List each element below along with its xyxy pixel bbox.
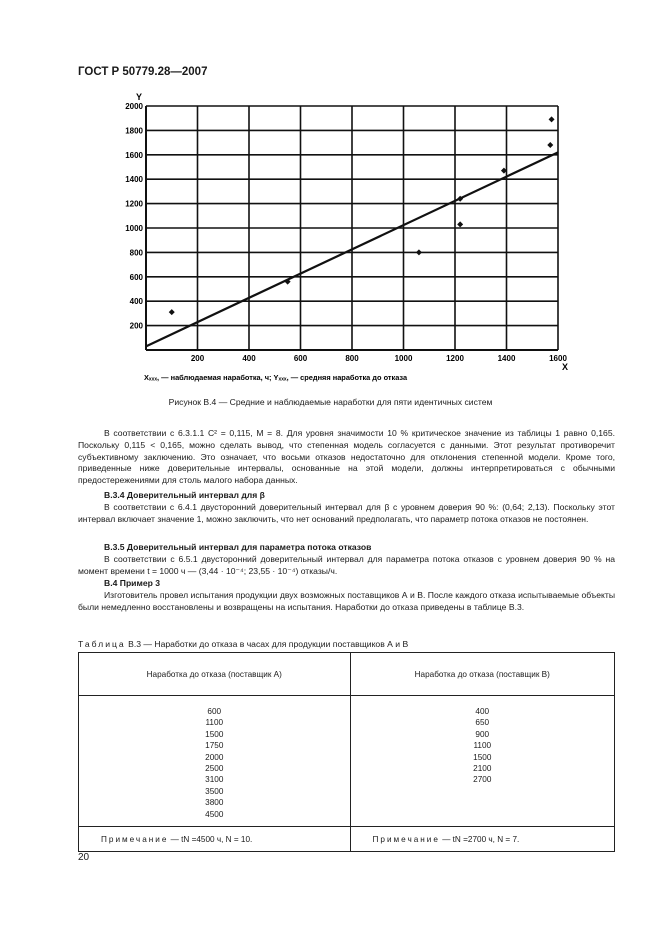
col-b-values <box>350 696 614 827</box>
paragraph-1: В соответствии с 6.3.1.1 C² = 0,115, M = 8. Для уровня значимости 10 % критическое значение из таблицы 1 равно 0,165. Поскольку 0,115 < 0,165, можно сделать вывод, что степенная модель согласуется с данными. Этот результат противоречит субъективному заключению. Это означает, что восьми отказов недостаточно для отклонения степенной модели. Кроме того, приведенные ниже доверительные интервалы, основанные на этой модели, должны интерпретироваться с обычными предостережениями для столь малого набора данных. <box>78 428 615 486</box>
x-tick-label: 1200 <box>446 354 464 363</box>
y-tick-label: 1400 <box>125 175 143 185</box>
col-a-values <box>79 696 351 827</box>
y-tick-label: 600 <box>129 272 143 282</box>
y-tick-label: 400 <box>129 297 143 307</box>
table-caption-rest: В.3 — Наработки до отказа в часах для продукции поставщиков А и В <box>128 639 409 649</box>
scatter-chart <box>0 0 661 390</box>
paragraph-4: Изготовитель провел испытания продукции двух возможных поставщиков А и В. После каждого отказа испытываемые объекты были немедленно восстановлены и возвращены на испытания. Наработки до отказа приведены в таблице В.3. <box>78 589 615 612</box>
table-caption-word: Таблица <box>78 639 126 649</box>
y-axis-label: Y <box>136 92 143 102</box>
col-b-value: 400 <box>475 707 490 716</box>
y-tick-label: 1000 <box>125 224 143 233</box>
col-a-value: 4500 <box>205 809 224 819</box>
x-tick-label: 600 <box>293 354 308 363</box>
x-tick-label: 1000 <box>394 354 413 363</box>
col-b-value: 2700 <box>473 775 492 785</box>
note-b-word: Примечание <box>372 834 440 844</box>
x-tick-label: 1600 <box>549 354 567 363</box>
data-point <box>547 142 553 148</box>
y-tick-label: 800 <box>129 248 143 258</box>
x-tick-label: 400 <box>242 354 256 363</box>
y-tick-label: 1200 <box>125 199 143 209</box>
x-tick-label: 200 <box>190 354 205 363</box>
col-b-header: Наработка до отказа (поставщик В) <box>350 653 614 696</box>
table-caption <box>78 639 408 649</box>
section-b4 <box>78 578 615 613</box>
data-point <box>169 309 175 315</box>
y-tick-label: 1600 <box>125 150 143 160</box>
data-points <box>169 116 555 315</box>
col-a-value: 1750 <box>205 741 224 751</box>
chart-legend-text: Xₓₓₓ, — наблюдаемая наработка, ч; Yₓₓₓ, — средняя наработка до отказа <box>144 373 408 382</box>
page-number: 20 <box>78 852 90 863</box>
note-a-text: — tN =4500 ч, N = 10. <box>168 834 253 844</box>
col-a-value: 3500 <box>205 786 224 796</box>
figure-caption: Рисунок В.4 — Средние и наблюдаемые наработки для пяти идентичных систем <box>168 397 493 407</box>
col-a-value: 2000 <box>205 752 224 762</box>
x-tick-label: 800 <box>345 354 359 363</box>
chart-grid <box>146 106 558 350</box>
col-a-value: 2500 <box>205 764 224 774</box>
data-point <box>549 116 555 122</box>
col-a-header: Наработка до отказа (поставщик А) <box>79 653 351 696</box>
note-b <box>350 827 614 852</box>
col-b-value: 1100 <box>473 741 492 751</box>
col-a-value: 3100 <box>205 775 224 785</box>
col-b-value: 650 <box>475 718 490 728</box>
x-axis-label: X <box>562 362 569 372</box>
section-heading-b34: В.3.4 Доверительный интервал для β <box>104 490 265 500</box>
col-a-value: 1500 <box>205 729 224 739</box>
y-tick-label: 200 <box>129 321 143 331</box>
section-heading-b4: В.4 Пример 3 <box>104 578 161 588</box>
data-point <box>457 221 463 227</box>
col-b-value: 2100 <box>473 764 492 774</box>
col-b-value: 1500 <box>473 752 492 762</box>
y-tick-label: 1800 <box>125 126 143 136</box>
note-a-word: Примечание <box>101 834 169 844</box>
x-tick-label: 1400 <box>497 354 516 363</box>
paragraph-3: В соответствии с 6.5.1 двусторонний доверительный интервал для параметра потока отказов с уровнем доверия 90 % на момент времени t = 1000 ч — (3,44 · 10⁻⁴; 23,55 · 10⁻⁴) отказы/ч. <box>78 553 615 576</box>
col-a-value: 3800 <box>205 798 224 808</box>
col-a-value: 600 <box>207 707 222 716</box>
col-a-value: 1100 <box>205 718 224 728</box>
note-a <box>79 827 351 852</box>
data-point <box>416 249 422 255</box>
y-tick-label: 2000 <box>125 102 143 111</box>
note-b-text: — tN =2700 ч, N = 7. <box>439 834 520 844</box>
body-text-1 <box>78 428 615 487</box>
section-b35 <box>78 542 615 577</box>
section-b34 <box>78 490 615 525</box>
document-header: ГОСТ Р 50779.28—2007 <box>78 66 208 78</box>
section-heading-b35: В.3.5 Доверительный интервал для параметра потока отказов <box>104 542 372 552</box>
col-b-value: 900 <box>475 729 490 739</box>
paragraph-2: В соответствии с 6.4.1 двусторонний доверительный интервал для β с уровнем доверия 90 %: (0,64; 2,13). Поскольку этот интервал включает значение 1, можно заключить, что нет оснований предполагать, что параметр потока отказов не постоянен. <box>78 501 615 524</box>
failure-times-table <box>78 652 615 852</box>
